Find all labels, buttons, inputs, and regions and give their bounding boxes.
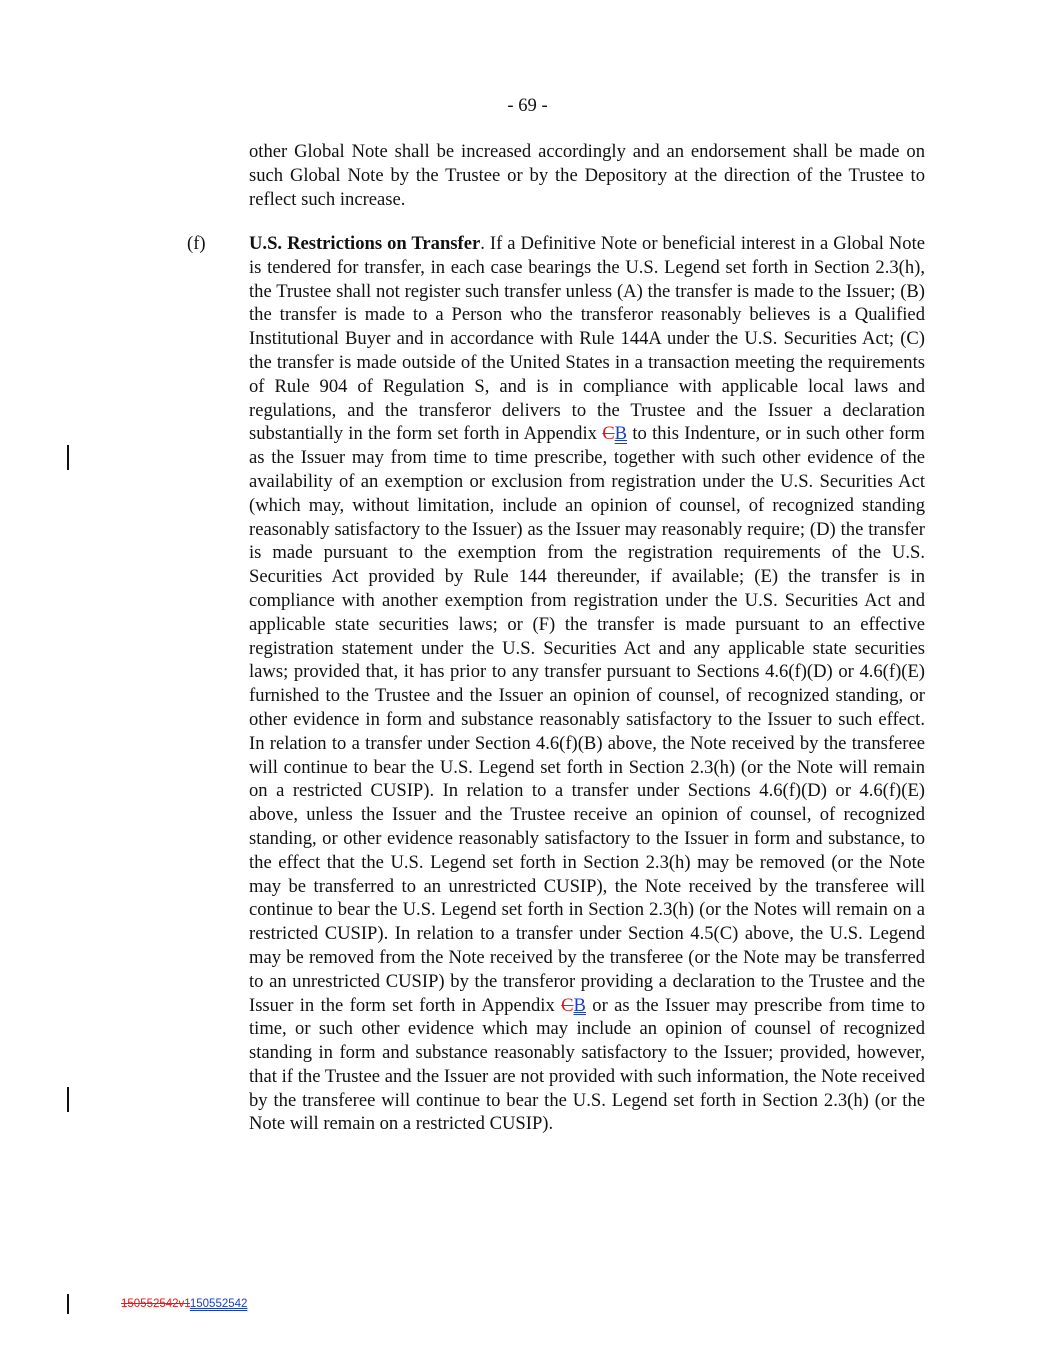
continuation-paragraph: other Global Note shall be increased accordingly and an endorsement shall be made on such Global Note by the Trustee or by the Depository at the direction of the Trustee to reflect such increase.: [249, 141, 925, 210]
change-bar: [67, 1294, 69, 1314]
footer-deleted-id: 150552542v1: [121, 1298, 190, 1310]
deleted-text-1: C: [602, 423, 615, 445]
footer-inserted-id: 150552542: [189, 1298, 248, 1310]
change-bar: [67, 445, 69, 470]
change-bar: [67, 1087, 69, 1112]
inserted-text-2: B: [573, 994, 586, 1016]
section-text-1: . If a Definitive Note or beneficial interest in a Global Note is tendered for transfer, in each case bearings the U.S. Legend set forth in Section 2.3(h), the Trustee shall not register such transfer unless (A) the transfer is made to the Issuer; (B) the transfer is made to a Person who the transferor reasonably believes is a Qualified Institutional Buyer and in accordance with Rule 144A under the U.S. Securities Act; (C) the transfer is made outside of the United States in a transaction meeting the requirements of Rule 904 of Regulation S, and is in compliance with applicable local laws and regulations, and the transferor delivers to the Trustee and the Issuer a declaration substantially in the form set forth in Appendix: [249, 233, 926, 445]
section-heading: U.S. Restrictions on Transfer: [249, 233, 481, 254]
inserted-text-1: B: [614, 423, 628, 445]
deleted-text-2: C: [561, 994, 574, 1016]
page-number: - 69 -: [507, 95, 548, 116]
section-text-3: or as the Issuer may prescribe from time to time, or such other evidence which may include an opinion of counsel of recognized standing in form and substance reasonably satisfactory to the Issuer; provided, however, that if the Trustee and the Issuer are not provided with such information, the Note received by the transferee will continue to bear the U.S. Legend set forth in Section 2.3(h) (or the Note will remain on a restricted CUSIP).: [249, 994, 925, 1135]
section-paragraph: [249, 232, 925, 1136]
section-label: (f): [187, 233, 206, 254]
document-id-footer: [121, 1297, 247, 1311]
section-text-2: to this Indenture, or in such other form as the Issuer may from time to time prescribe, together with such other evidence of the availability of an exemption or exclusion from registration under the U.S. Securities Act (which may, without limitation, include an opinion of counsel, of recognized standing reasonably satisfactory to the Issuer) as the Issuer may reasonably require; (D) the transfer is made pursuant to the exemption from the registration requirements of the U.S. Securities Act provided by Rule 144 thereunder, if available; (E) the transfer is in compliance with another exemption from registration under the U.S. Securities Act and applicable state securities laws; or (F) the transfer is made pursuant to an effective registration statement under the U.S. Securities Act and any applicable state securities laws; provided that, it has prior to any transfer pursuant to Sections 4.6(f)(D) or 4.6(f)(E) furnished to the Trustee and the Issuer an opinion of counsel, of recognized standing, or other evidence in form and substance reasonably satisfactory to the Issuer to such effect. In relation to a transfer under Section 4.6(f)(B) above, the Note received by the transferee will continue to bear the U.S. Legend set forth in Section 2.3(h) (or the Note will remain on a restricted CUSIP). In relation to a transfer under Sections 4.6(f)(D) or 4.6(f)(E) above, unless the Issuer and the Trustee receive an opinion of counsel, of recognized standing, or other evidence reasonably satisfactory to the Issuer in form and substance, to the effect that the U.S. Legend set forth in Section 2.3(h) may be removed (or the Note may be transferred to an unrestricted CUSIP), the Note received by the transferee will continue to bear the U.S. Legend set forth in Section 2.3(h) (or the Notes will remain on a restricted CUSIP). In relation to a transfer under Section 4.5(C) above, the U.S. Legend may be removed from the Note received by the transferee (or the Note may be transferred to an unrestricted CUSIP) by the transferor providing a declaration to the Trustee and the Issuer in the form set forth in Appendix: [249, 423, 925, 1016]
